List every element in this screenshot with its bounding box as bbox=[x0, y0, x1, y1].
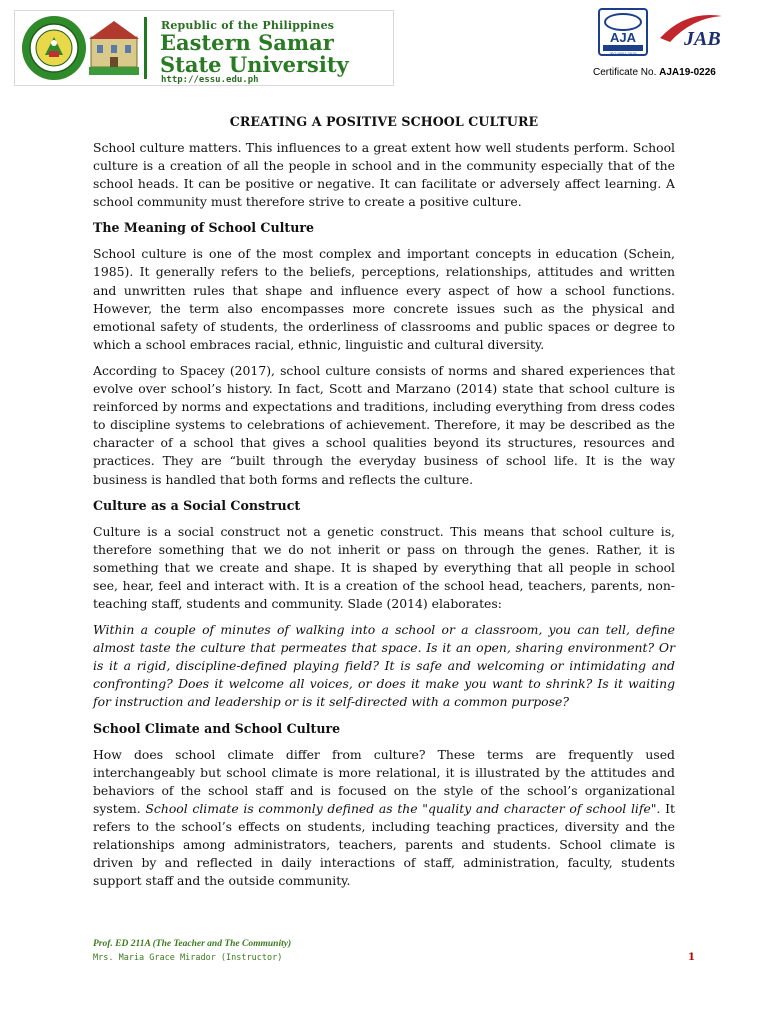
section-heading-social-construct: Culture as a Social Construct bbox=[93, 497, 301, 513]
climate-paragraph bbox=[93, 746, 675, 891]
page-number: 1 bbox=[688, 952, 695, 963]
university-name-line1: Eastern Samar bbox=[160, 30, 334, 55]
university-name-line2: State University bbox=[160, 52, 349, 77]
certificate-number: AJA19-0226 bbox=[659, 67, 716, 78]
certificate-label: Certificate No. bbox=[593, 67, 657, 78]
aja-certification-logo bbox=[598, 8, 648, 56]
footer-instructor: Mrs. Maria Grace Mirador (Instructor) bbox=[93, 953, 283, 963]
university-website-link[interactable]: http://essu.edu.ph bbox=[161, 75, 259, 85]
aja-emblem-icon bbox=[604, 13, 642, 31]
footer-course: Prof. ED 211A (The Teacher and The Community) bbox=[93, 939, 292, 949]
document-body bbox=[93, 114, 675, 898]
jab-logo-text: JAB bbox=[684, 28, 721, 50]
aja-logo-text: AJA bbox=[609, 30, 636, 45]
climate-text-a: How does school climate differ from culture? These terms are frequently used interchangeably but school climate is more relational, it is illustrated by the attitudes and behaviors of the school staff and is focused on the style of the school’s organizational system. bbox=[93, 746, 675, 816]
meaning-paragraph-2: According to Spacey (2017), school culture consists of norms and shared experiences that evolve over school’s history. In fact, Scott and Marzano (2014) state that school culture is reinforced by norms and expectations and traditions, including everything from dress codes to discipline systems to celebrations of achievement. Therefore, it may be described as the character of a school that gives a school qualities beyond its structures, resources and practices. They are “built through the everyday business of school life. It is the way business is handled that both forms and reflects the culture. bbox=[93, 362, 675, 487]
university-banner bbox=[14, 10, 394, 86]
climate-text-b: It refers to the school’s effects on students, including teaching practices, diversity and the relationships among administrators, teachers, parents and students. School climate is driven by and reflected in daily interactions of staff, administration, faculty, students support staff and the outside community. bbox=[93, 800, 676, 889]
certificate-info bbox=[593, 67, 716, 78]
intro-paragraph: School culture matters. This influences to a great extent how well students perform. School culture is a creation of all the people in school and in the community especially that of the school heads. It can be positive or negative. It can facilitate or adversely affect learning. A school community must therefore strive to create a positive culture. bbox=[93, 140, 675, 210]
banner-divider bbox=[144, 17, 147, 79]
country-label: Republic of the Philippines bbox=[161, 19, 335, 32]
jab-accreditation-logo bbox=[656, 8, 724, 64]
university-seal-icon bbox=[21, 15, 87, 81]
campus-building-icon bbox=[89, 15, 139, 81]
section-heading-climate: School Climate and School Culture bbox=[93, 720, 341, 736]
meaning-paragraph-1: School culture is one of the most complex and important concepts in education (Schein, 1985). It generally refers to the beliefs, perceptions, relationships, attitudes and written and unwritten rules that shape and influence every aspect of how a school functions. However, the term also encompasses more concrete issues such as the physical and emotional safety of students, the orderliness of classrooms and public spaces or degree to which a school embraces racial, ethnic, linguistic and cultural diversity. bbox=[93, 246, 675, 352]
section-heading-meaning: The Meaning of School Culture bbox=[93, 220, 314, 236]
slade-quote: Within a couple of minutes of walking into a school or a classroom, you can tell, define almost taste the culture that permeates that space. Is it an open, sharing environment? Or is it a rigid, discipline-defined playing field? It is safe and welcoming or intimidating and confronting? Does it welcome all voices, or does it make you want to shrink? Is it waiting for instruction and leadership or is it self-directed with a common purpose? bbox=[93, 622, 675, 710]
social-construct-paragraph: Culture is a social construct not a genetic construct. This means that school culture is, therefore something that we do not inherit or pass on through the genes. Rather, it is something that we create and shape. It is shaped by everything that all people in school see, hear, feel and interact with. It is a creation of the school head, teachers, parents, non-teaching staff, students and community. Slade (2014) elaborates: bbox=[93, 523, 675, 611]
aja-iso-label: ISO 9001:2015 bbox=[609, 51, 637, 56]
climate-definition-italic: School climate is commonly defined as the "quality and character of school life". bbox=[145, 800, 661, 816]
document-title: CREATING A POSITIVE SCHOOL CULTURE bbox=[229, 114, 539, 129]
